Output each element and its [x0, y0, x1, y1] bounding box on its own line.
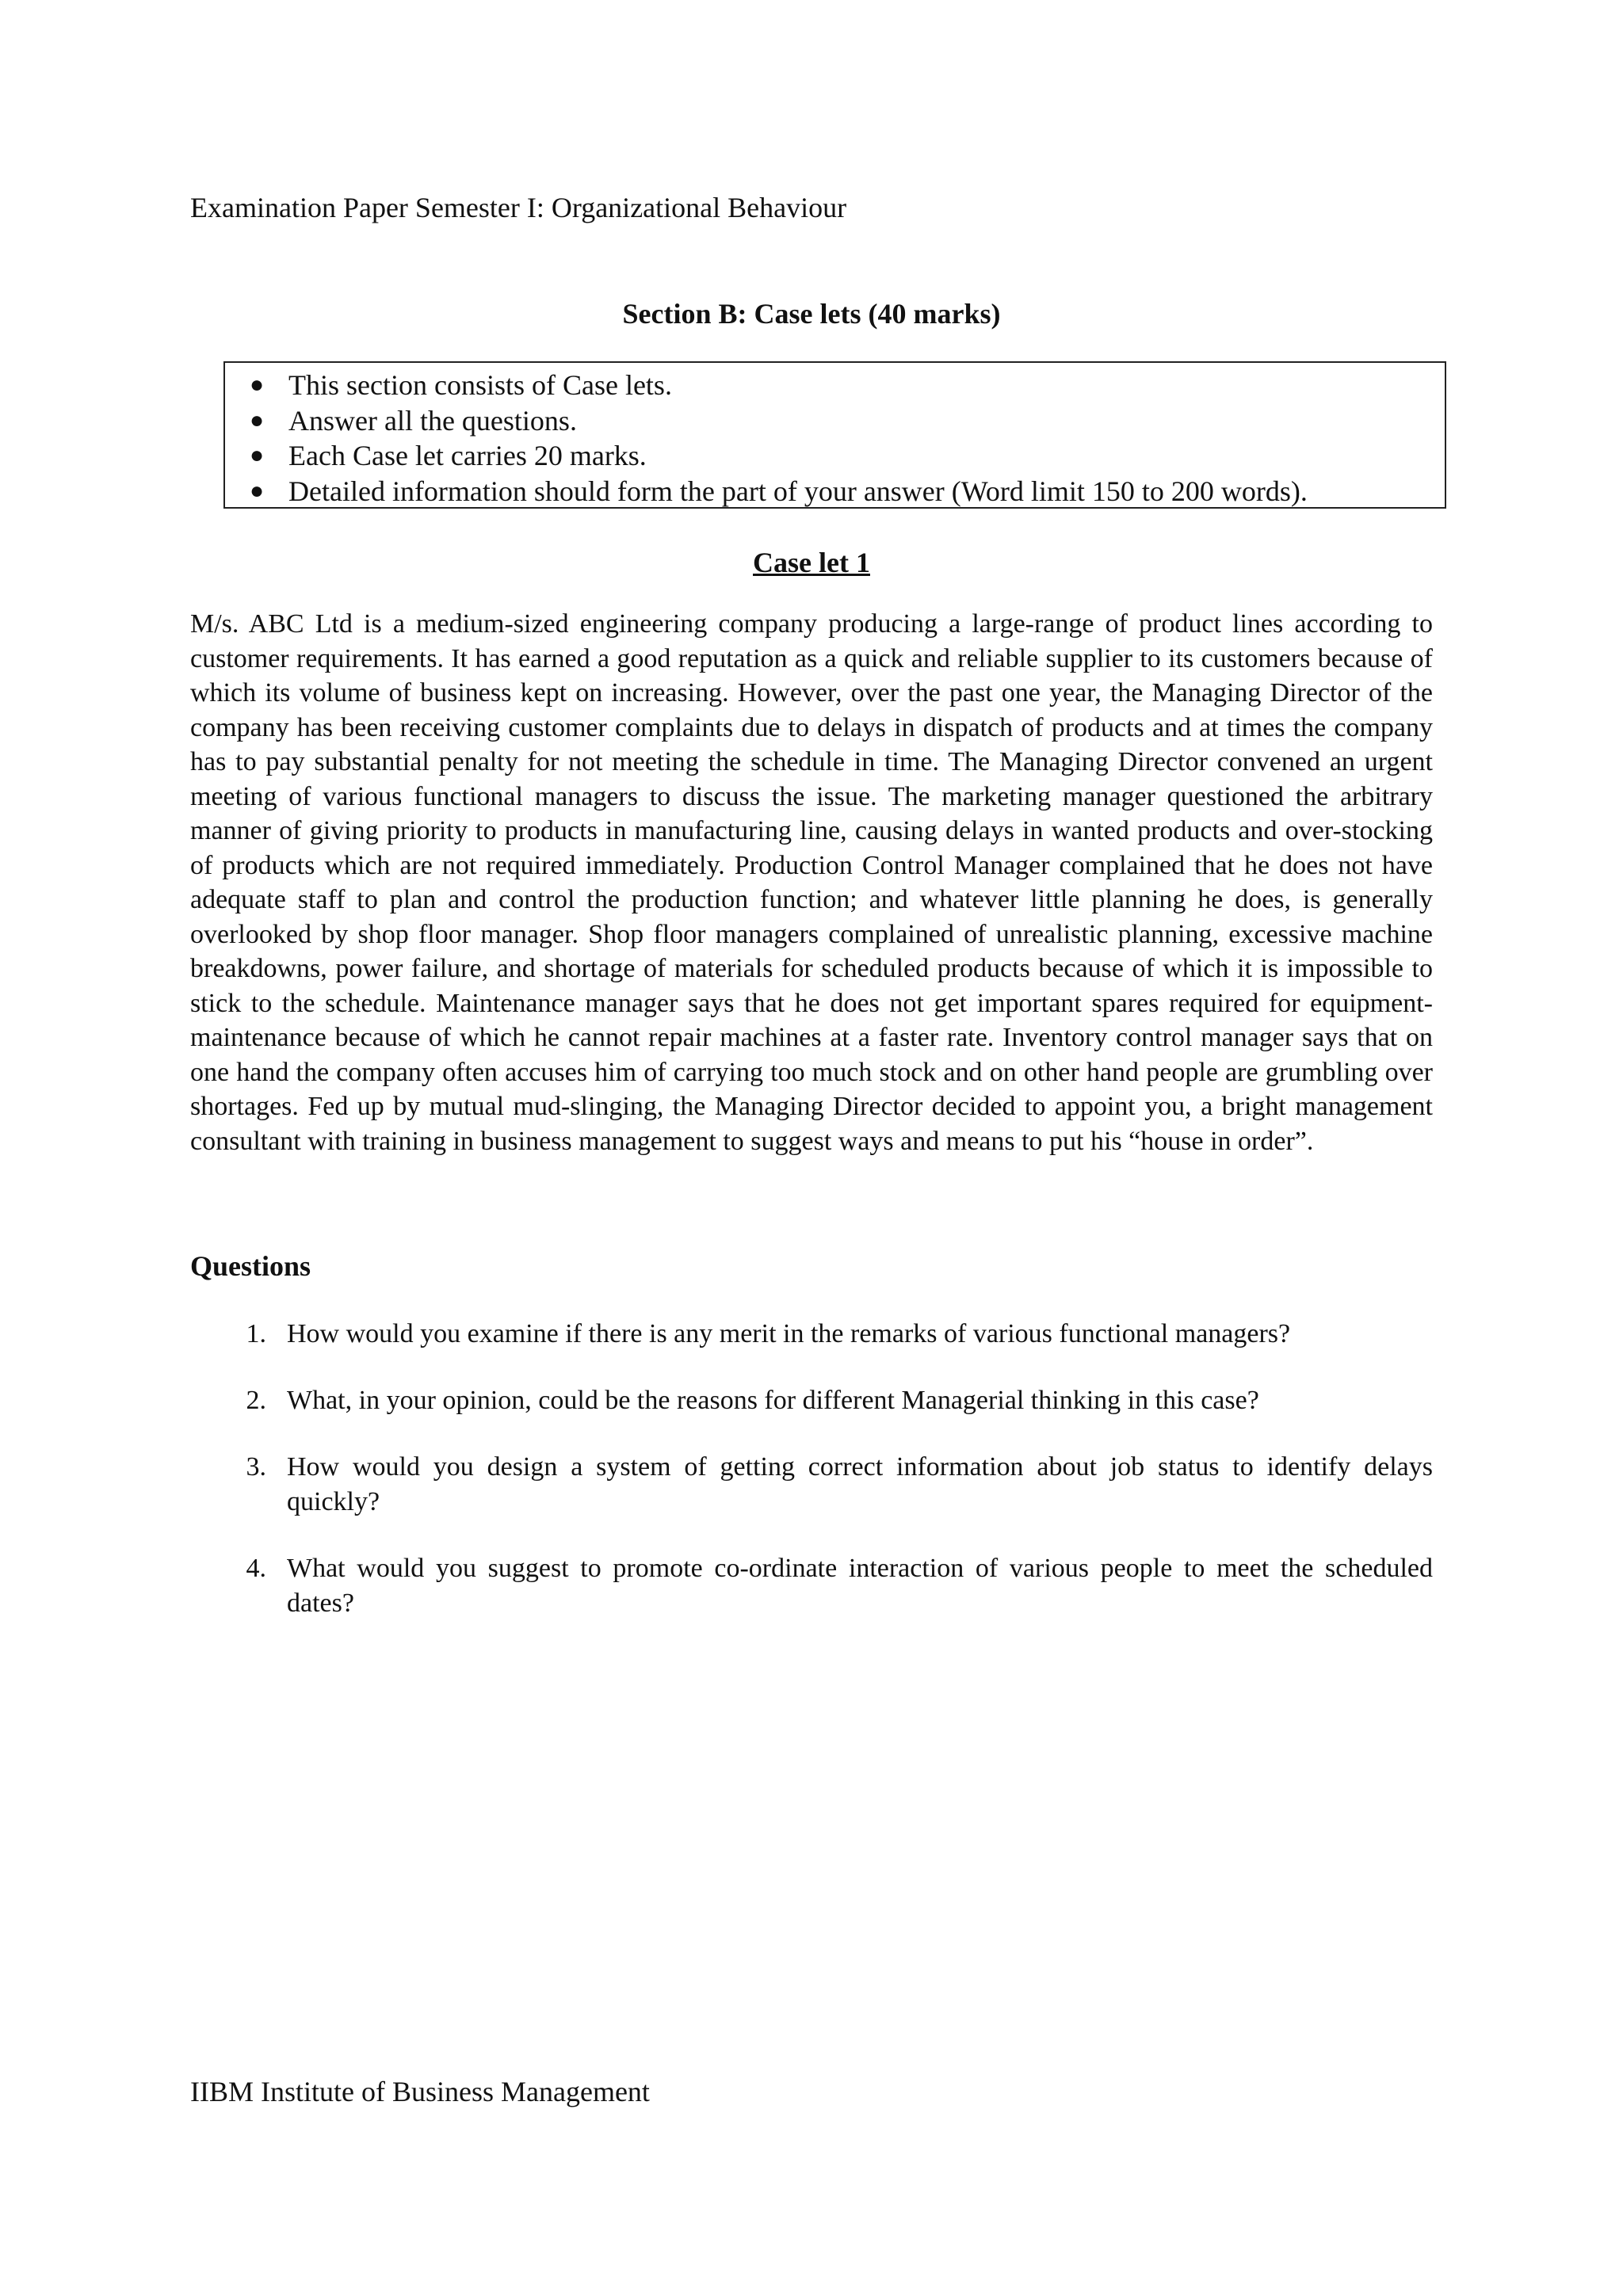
bullet-icon: ●	[249, 442, 265, 468]
question-text: How would you design a system of getting correct information about job status to identify delays quickly?	[287, 1452, 1433, 1516]
instruction-text: This section consists of Case lets.	[288, 369, 672, 401]
section-title: Section B: Case lets (40 marks)	[622, 298, 1001, 330]
questions-heading: Questions	[190, 1250, 311, 1282]
bullet-icon: ●	[249, 406, 265, 433]
instructions-list	[225, 368, 1445, 509]
instruction-item	[225, 368, 1445, 403]
question-item	[222, 1383, 1433, 1418]
instruction-text: Answer all the questions.	[288, 404, 577, 437]
question-item	[222, 1551, 1433, 1621]
bullet-icon: ●	[249, 477, 265, 504]
question-number: 2.	[246, 1386, 266, 1415]
page-footer: IIBM Institute of Business Management	[190, 2076, 650, 2107]
instruction-item	[225, 474, 1445, 509]
instructions-box	[223, 361, 1446, 509]
question-text: What, in your opinion, could be the reasons for different Managerial thinking in this case?	[287, 1386, 1259, 1415]
caselet-title: Case let 1	[753, 547, 870, 578]
instruction-item	[225, 438, 1445, 474]
question-item	[222, 1450, 1433, 1520]
question-number: 3.	[246, 1452, 266, 1482]
instruction-text: Detailed information should form the part of your answer (Word limit 150 to 200 words).	[288, 475, 1308, 507]
question-text: How would you examine if there is any merit in the remarks of various functional managers?	[287, 1319, 1291, 1348]
bullet-icon: ●	[249, 372, 265, 398]
question-number: 1.	[246, 1319, 266, 1348]
instruction-text: Each Case let carries 20 marks.	[288, 440, 647, 471]
question-text: What would you suggest to promote co-ordinate interaction of various people to meet the scheduled dates?	[287, 1554, 1433, 1618]
instruction-item	[225, 403, 1445, 439]
question-item	[222, 1317, 1433, 1352]
page-header-title: Examination Paper Semester I: Organizational Behaviour	[190, 192, 847, 223]
caselet-body: M/s. ABC Ltd is a medium-sized engineering company producing a large-range of product lines according to customer requirements. It has earned a good reputation as a quick and reliable supplier to its customers because of which its volume of business kept on increasing. However, over the past one year, the Managing Director of the company has been receiving customer complaints due to delays in dispatch of products and at times the company has to pay substantial penalty for not meeting the schedule in time. The Managing Director convened an urgent meeting of various functional managers to discuss the issue. The marketing manager questioned the arbitrary manner of giving priority to products in manufacturing line, causing delays in wanted products and over-stocking of products which are not required immediately. Production Control Manager complained that he does not have adequate staff to plan and control the production function; and whatever little planning he does, is generally overlooked by shop floor manager. Shop floor managers complained of unrealistic planning, excessive machine breakdowns, power failure, and shortage of materials for scheduled products because of which it is impossible to stick to the schedule. Maintenance manager says that he does not get important spares required for equipment-maintenance because of which he cannot repair machines at a faster rate. Inventory control manager says that on one hand the company often accuses him of carrying too much stock and on other hand people are grumbling over shortages. Fed up by mutual mud-slinging, the Managing Director decided to appoint you, a bright management consultant with training in business management to suggest ways and means to put his “house in order”.	[190, 609, 1433, 1156]
question-number: 4.	[246, 1554, 266, 1583]
